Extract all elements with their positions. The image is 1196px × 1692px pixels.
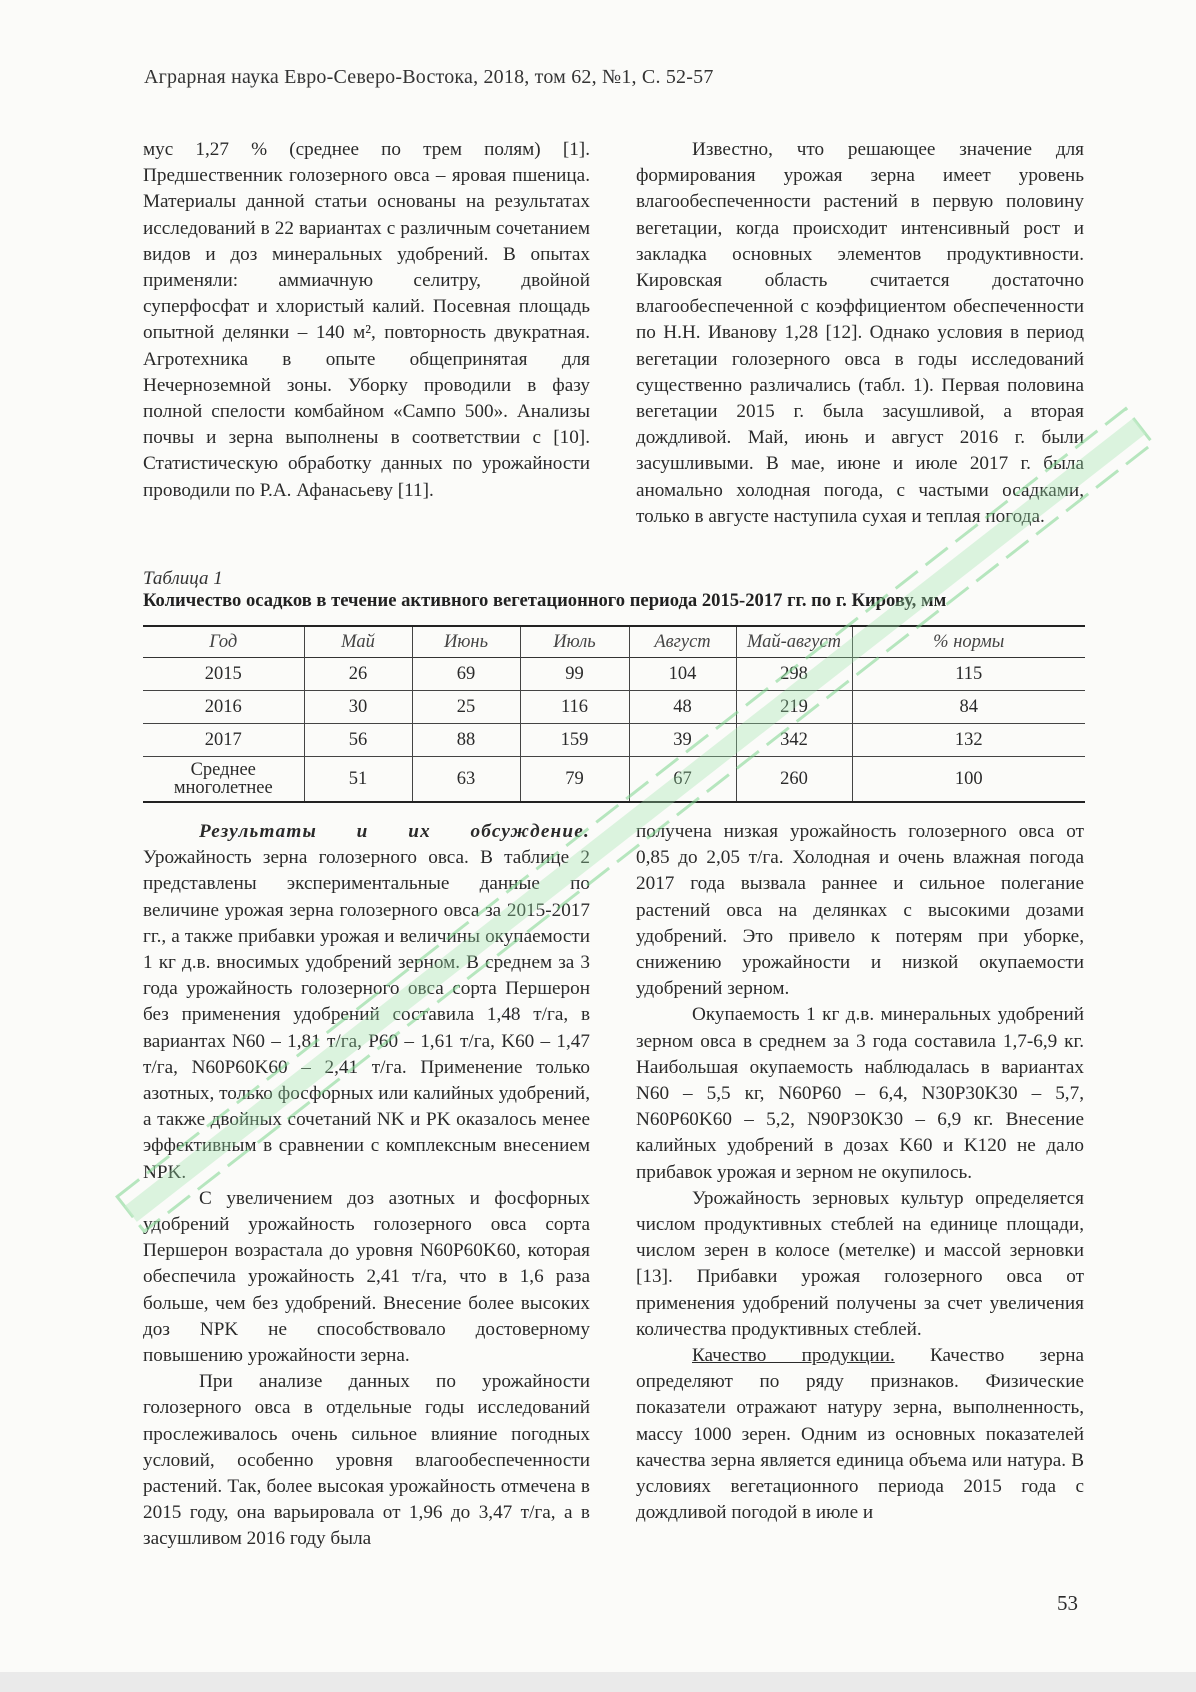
table-header-cell: Май-август bbox=[736, 626, 852, 658]
paragraph: Урожайность зерновых культур определяется числом продуктивных стеблей на единице площади, числом зерен в колосе (метелке) и массой зерновки [13]. Прибавки урожая голозерного овса от применения удобрений получены за счет увеличения количества продуктивных стеблей. bbox=[636, 1187, 1084, 1340]
average-label: Среднее многолетнее bbox=[173, 760, 273, 798]
page-number: 53 bbox=[1057, 1591, 1078, 1615]
paragraph: мус 1,27 % (среднее по трем полям) [1]. Предшественник голозерного овса – яровая пшеница. Материалы данной статьи основаны на результатах исследований в 22 вариантах с различным сочетанием видов и доз минеральных удобрений. В опытах применяли: аммиачную селитру, двойной суперфосфат и хлористый калий. Посевная площадь опытной делянки – 140 м², повторность двукратная. Агротехника в опыте общепринятая для Нечерноземной зоны. Уборку проводили в фазу полной спелости комбайном «Сампо 500». Анализы почвы и зерна выполнены в соответствии с [10]. Статистическую обработку данных по урожайности проводили по Р.А. Афанасьеву [11]. bbox=[143, 139, 590, 501]
left-column-top bbox=[143, 137, 590, 504]
table-cell: 25 bbox=[412, 691, 520, 724]
table-cell: 342 bbox=[736, 724, 852, 757]
table-cell: 100 bbox=[852, 757, 1085, 803]
table-header-cell: Май bbox=[304, 626, 412, 658]
table-cell: 115 bbox=[852, 658, 1085, 691]
right-column-bottom bbox=[636, 819, 1084, 1526]
table-cell: 48 bbox=[629, 691, 736, 724]
section-heading: Качество продукции. bbox=[692, 1345, 895, 1367]
journal-header: Аграрная наука Евро-Северо-Востока, 2018, том 62, №1, С. 52-57 bbox=[144, 66, 714, 88]
table-header-cell: Июль bbox=[520, 626, 629, 658]
table-row bbox=[143, 757, 1085, 803]
table-cell: 219 bbox=[736, 691, 852, 724]
table-cell: 69 bbox=[412, 658, 520, 691]
paragraph: Окупаемость 1 кг д.в. минеральных удобрений зерном овса в среднем за 3 года составила 1,7-6,9 кг. Наибольшая окупаемость наблюдалась в вариантах N60 – 5,5 кг, N60P60 – 6,4, N30P30K30 – 5,7, N60P60K60 – 5,2, N90P30K30 – 6,9 кг. Внесение калийных удобрений в дозах K60 и K120 не дало прибавок урожая и зерном не окупилось. bbox=[636, 1004, 1084, 1183]
table-cell: 132 bbox=[852, 724, 1085, 757]
table-cell: 159 bbox=[520, 724, 629, 757]
table-header-cell: Год bbox=[143, 626, 304, 658]
paragraph-text: Урожайность зерна голозерного овса. В таблице 2 представлены экспериментальные данные по величине урожая зерна голозерного овса за 2015-2017 гг., а также прибавки урожая и величины окупаемости 1 кг д.в. вносимых удобрений зерном. В среднем за 3 года урожайность голозерного овса сорта Першерон без применения удобрений составила 1,48 т/га, в вариантах N60 – 1,81 т/га, P60 – 1,61 т/га, K60 – 1,47 т/га, N60P60K60 – 2,41 т/га. Применение только азотных, только фосфорных или калийных удобрений, а также двойных сочетаний NK и PK оказалось менее эффективным в сравнении с комплексным внесением NPK. bbox=[143, 847, 590, 1183]
table-header-cell: Июнь bbox=[412, 626, 520, 658]
table-cell: 79 bbox=[520, 757, 629, 803]
table-header-row bbox=[143, 626, 1085, 658]
table-cell: 298 bbox=[736, 658, 852, 691]
paragraph: При анализе данных по урожайности голозерного овса в отдельные годы исследований прослеживалось очень сильное влияние погодных условий, особенно уровня влагообеспеченности растений. Так, более высокая урожайность отмечена в 2015 году, она варьировала от 1,96 до 3,47 т/га, а в засушливом 2016 году была bbox=[143, 1371, 590, 1550]
table-cell: 67 bbox=[629, 757, 736, 803]
table-cell: 84 bbox=[852, 691, 1085, 724]
precipitation-table bbox=[143, 625, 1085, 803]
table-cell: 51 bbox=[304, 757, 412, 803]
table-cell: 30 bbox=[304, 691, 412, 724]
right-column-top bbox=[636, 137, 1084, 530]
table-header-cell: Август bbox=[629, 626, 736, 658]
paragraph: Известно, что решающее значение для формирования урожая зерна имеет уровень влагообеспеченности растений в первую половину вегетации, когда происходит интенсивный рост и закладка основных элементов продуктивности. Кировская область считается достаточно влагообеспеченной с коэффициентом обеспеченности по Н.Н. Иванову 1,28 [12]. Однако условия в период вегетации голозерного овса в годы исследований существенно различались (табл. 1). Первая половина вегетации 2015 г. была засушливой, а вторая дождливой. Май, июнь и август 2016 г. были засушливыми. В мае, июне и июле 2017 г. была аномально холодная погода, с частыми осадками, только в августе наступила сухая и теплая погода. bbox=[636, 139, 1084, 527]
table-row bbox=[143, 658, 1085, 691]
table-cell: 104 bbox=[629, 658, 736, 691]
scan-bottom-edge bbox=[0, 1672, 1196, 1692]
table-cell: 39 bbox=[629, 724, 736, 757]
table-cell: 99 bbox=[520, 658, 629, 691]
table-cell: 2015 bbox=[143, 658, 304, 691]
table-cell: 260 bbox=[736, 757, 852, 803]
paragraph-text: Качество зерна определяют по ряду признаков. Физические показатели отражают натуру зерна, выполненность, массу 1000 зерен. Одним из основных показателей качества зерна является единица объема или натура. В условиях вегетационного периода 2015 года с дождливой погодой в июле и bbox=[636, 1345, 1084, 1524]
left-column-bottom bbox=[143, 819, 590, 1553]
table-title: Количество осадков в течение активного вегетационного периода 2015-2017 гг. по г. Кирову, мм bbox=[143, 590, 947, 611]
paragraph: получена низкая урожайность голозерного овса от 0,85 до 2,05 т/га. Холодная и очень влажная погода 2017 года вызвала раннее и сильное полегание растений овса на делянках с высокими дозами удобрений. Это привело к потерям при уборке, снижению урожайности и низкой окупаемости удобрений зерном. bbox=[636, 821, 1084, 1000]
paragraph bbox=[636, 1343, 1084, 1526]
table-cell: 26 bbox=[304, 658, 412, 691]
table-cell: 63 bbox=[412, 757, 520, 803]
table-row bbox=[143, 691, 1085, 724]
table-cell: 2016 bbox=[143, 691, 304, 724]
paragraph: С увеличением доз азотных и фосфорных удобрений урожайность голозерного овса сорта Першерон возрастала до уровня N60P60K60, которая обеспечила урожайность 2,41 т/га, что в 1,6 раза больше, чем без удобрений. Внесение более высоких доз NPK не способствовало достоверному повышению урожайности зерна. bbox=[143, 1187, 590, 1367]
table-cell: 88 bbox=[412, 724, 520, 757]
table-cell: 56 bbox=[304, 724, 412, 757]
table-cell: 2017 bbox=[143, 724, 304, 757]
table-cell bbox=[143, 757, 304, 803]
table-caption: Таблица 1 bbox=[143, 568, 223, 589]
section-heading: Результаты и их обсуждение. bbox=[199, 821, 590, 842]
table-cell: 116 bbox=[520, 691, 629, 724]
table-header-cell: % нормы bbox=[852, 626, 1085, 658]
table-row bbox=[143, 724, 1085, 757]
paragraph bbox=[143, 819, 590, 1186]
